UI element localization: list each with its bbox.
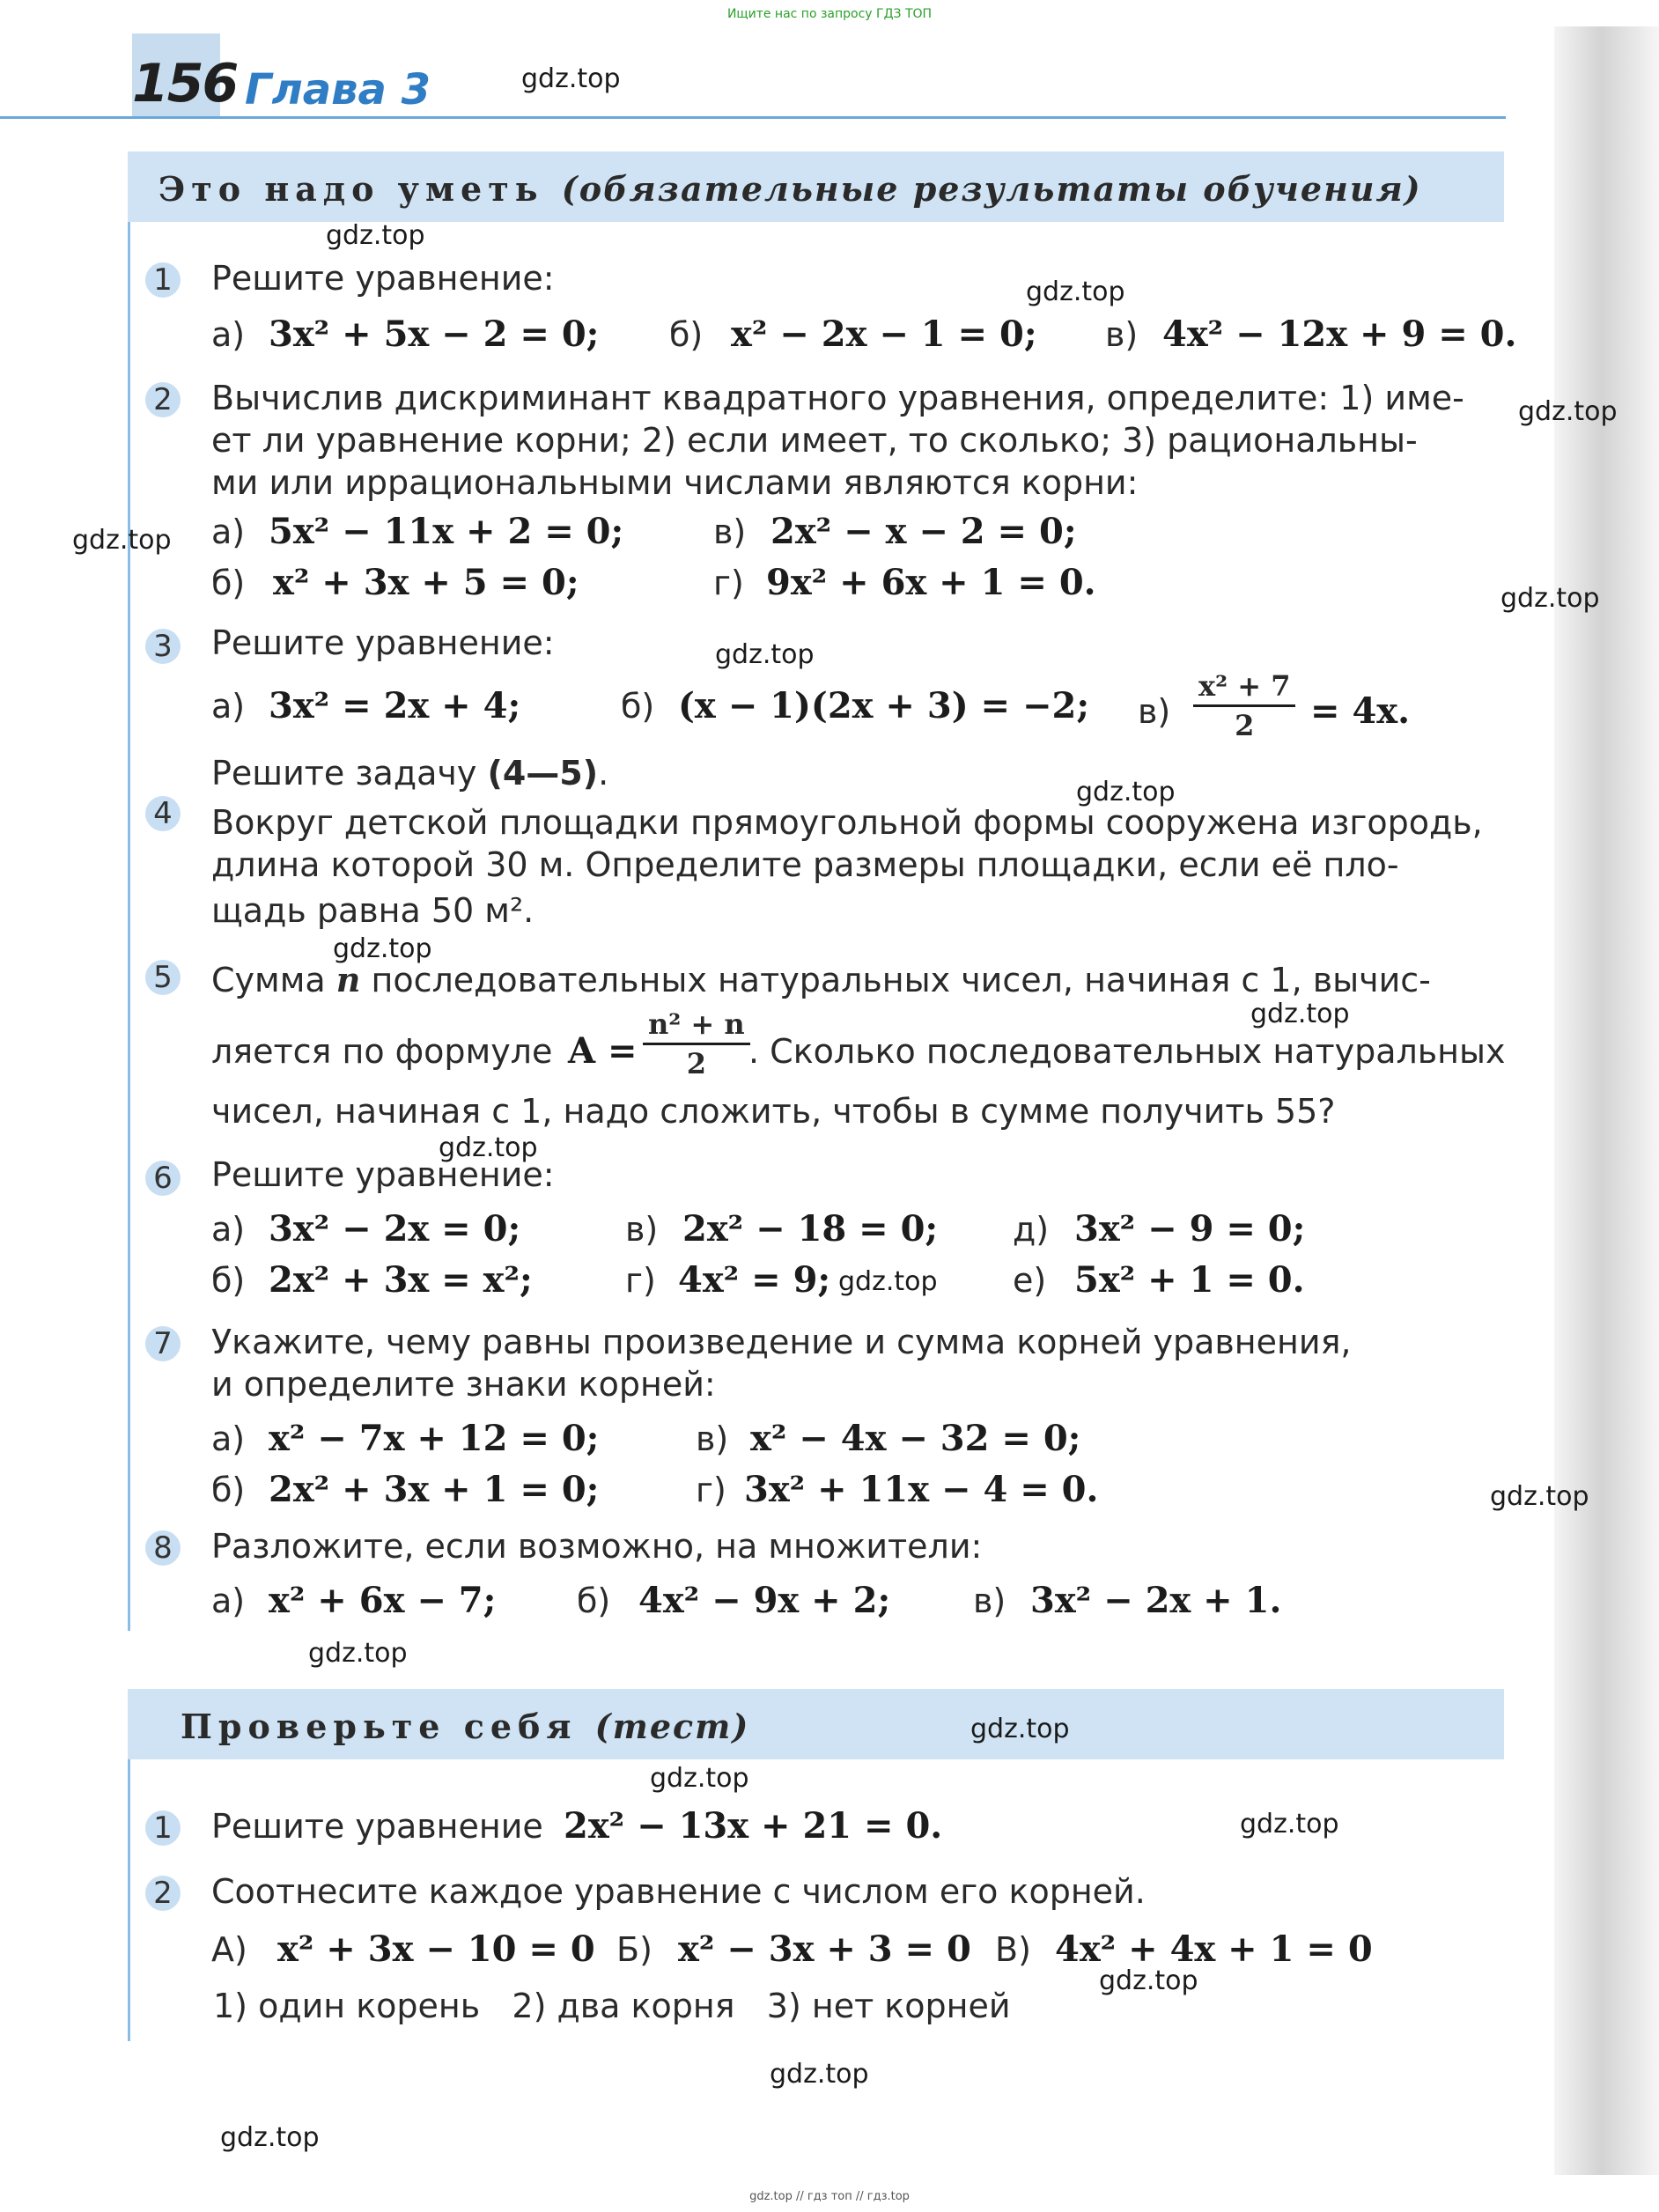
watermark: gdz.top	[1250, 999, 1350, 1029]
watermark: gdz.top	[308, 1638, 408, 1669]
item-label: г)	[713, 564, 744, 602]
item-label: А)	[211, 1930, 247, 1969]
watermark: gdz.top	[970, 1714, 1070, 1744]
exercise-text: Решите уравнение:	[211, 623, 555, 662]
exercise-line: и определите знаки корней:	[211, 1365, 716, 1404]
equation: 2x² − 18 = 0;	[682, 1208, 939, 1250]
equation: 4x² − 12x + 9 = 0.	[1162, 313, 1517, 355]
page-number: 156	[132, 53, 238, 114]
watermark: gdz.top	[838, 1266, 938, 1297]
item-label: В)	[995, 1930, 1031, 1969]
equation: 3x² − 2x = 0;	[269, 1208, 521, 1250]
equation: 5x² − 11x + 2 = 0;	[269, 511, 624, 552]
watermark: gdz.top	[220, 2122, 320, 2153]
item-label: а)	[211, 1210, 246, 1249]
header-rule	[0, 116, 1506, 119]
item-label: б)	[669, 315, 704, 354]
equation: x² − 3x + 3 = 0	[678, 1928, 971, 1970]
exercise-number: 6	[145, 1161, 181, 1196]
item-label: б)	[621, 687, 655, 726]
equation: 5x² + 1 = 0.	[1074, 1259, 1305, 1301]
equation: 3x² = 2x + 4;	[269, 685, 521, 726]
item-label: а)	[211, 1582, 246, 1620]
equation: 3x² − 9 = 0;	[1074, 1208, 1306, 1250]
text-span: последовательных натуральных чисел, начиная с 1, вычис-	[371, 961, 1431, 999]
watermark: gdz.top	[1099, 1965, 1198, 1996]
item-label: е)	[1013, 1261, 1047, 1300]
item-label: в)	[713, 512, 747, 551]
item-label: в)	[696, 1419, 729, 1458]
equation: x² − 2x − 1 = 0;	[731, 313, 1037, 355]
exercise-text: Решите уравнение	[211, 1807, 543, 1846]
item-label: б)	[211, 564, 246, 602]
exercise-number: 2	[145, 382, 181, 417]
watermark: gdz.top	[1026, 276, 1125, 307]
equation: 2x² + 3x = x²;	[269, 1259, 533, 1301]
equation: x² + 3x + 5 = 0;	[273, 562, 579, 603]
exercise-line: ет ли уравнение корни; 2) если имеет, то сколько; 3) рациональны-	[211, 421, 1418, 460]
item-label: в)	[625, 1210, 659, 1249]
equation: 3x² + 5x − 2 = 0;	[269, 313, 600, 355]
fraction	[1193, 667, 1295, 744]
page-edge-shadow	[1554, 26, 1659, 2175]
exercise-text: Разложите, если возможно, на множители:	[211, 1527, 983, 1566]
exercise-text: Решите уравнение:	[211, 259, 555, 298]
formula-lhs: A =	[568, 1030, 638, 1072]
top-note: Ищите нас по запросу ГДЗ ТОП	[726, 7, 933, 21]
item-label: Б)	[616, 1930, 653, 1969]
equation: 2x² − 13x + 21 = 0.	[564, 1805, 943, 1847]
exercise-line: чисел, начиная с 1, надо сложить, чтобы в сумме получить 55?	[211, 1092, 1336, 1131]
math-variable: n	[335, 960, 361, 999]
equation: = 4x.	[1310, 690, 1411, 732]
fraction-numerator: x² + 7	[1193, 667, 1295, 707]
exercise-line: Вычислив дискриминант квадратного уравнения, определите: 1) име-	[211, 379, 1464, 417]
exercise-line: Вокруг детской площадки прямоугольной формы сооружена изгородь,	[211, 803, 1483, 842]
chapter-title: Глава 3	[245, 65, 431, 114]
exercise-line: щадь равна 50 м².	[211, 891, 535, 930]
watermark: gdz.top	[521, 63, 621, 94]
exercise-line: . Сколько последовательных натуральных	[748, 1032, 1506, 1071]
fraction-denominator: 2	[1235, 709, 1255, 742]
section-title	[159, 169, 1422, 209]
bottom-note: gdz.top // гдз топ // гдз.top	[749, 2190, 910, 2203]
watermark: gdz.top	[333, 933, 432, 964]
exercise-line	[211, 960, 1431, 999]
item-label: а)	[211, 512, 246, 551]
fraction	[643, 1006, 750, 1082]
exercise-line: ляется по формуле	[211, 1032, 553, 1071]
exercise-number: 7	[145, 1326, 181, 1361]
fraction-numerator: n² + n	[643, 1006, 750, 1045]
equation: 3x² − 2x + 1.	[1030, 1580, 1282, 1621]
watermark: gdz.top	[650, 1763, 749, 1794]
watermark: gdz.top	[1240, 1809, 1339, 1840]
watermark: gdz.top	[1518, 396, 1618, 427]
exercise-text: Соотнесите каждое уравнение с числом его корней.	[211, 1872, 1146, 1911]
task-intro-text: Решите задачу	[211, 754, 477, 793]
item-label: в)	[973, 1582, 1006, 1620]
item-label: в)	[1138, 692, 1171, 731]
watermark: gdz.top	[1490, 1481, 1589, 1512]
item-label: б)	[577, 1582, 611, 1620]
section-title-main: Это надо уметь	[159, 169, 544, 209]
exercise-text: Решите уравнение:	[211, 1155, 555, 1194]
item-label: д)	[1013, 1210, 1050, 1249]
section-title-sub: (тест)	[594, 1707, 750, 1746]
item-label: а)	[211, 315, 246, 354]
section-left-rule	[128, 151, 130, 1631]
section-title	[181, 1707, 749, 1746]
watermark: gdz.top	[1500, 583, 1600, 614]
equation: x² + 3x − 10 = 0	[277, 1928, 595, 1970]
fraction-denominator: 2	[686, 1047, 706, 1080]
section-title-sub: (обязательные результаты обучения)	[561, 169, 1422, 209]
exercise-line: ми или иррациональными числами являются корни:	[211, 463, 1139, 502]
watermark: gdz.top	[72, 525, 172, 556]
exercise-number: 4	[145, 796, 181, 831]
item-label: а)	[211, 1419, 246, 1458]
item-label: а)	[211, 687, 246, 726]
item-label: г)	[625, 1261, 656, 1300]
exercise-number: 2	[145, 1876, 181, 1911]
task-intro-range: (4—5)	[487, 754, 599, 793]
exercise-number: 1	[145, 262, 181, 298]
item-label: в)	[1105, 315, 1139, 354]
watermark: gdz.top	[770, 2059, 869, 2090]
equation: 9x² + 6x + 1 = 0.	[766, 562, 1096, 603]
task-intro	[211, 754, 608, 793]
task-intro-end: .	[598, 754, 609, 793]
equation: x² − 7x + 12 = 0;	[269, 1418, 600, 1459]
section-title-main: Проверьте себя	[181, 1707, 578, 1746]
exercise-number: 3	[145, 629, 181, 664]
equation: (x − 1)(2x + 3) = −2;	[678, 685, 1090, 726]
equation: x² + 6x − 7;	[269, 1580, 497, 1621]
watermark: gdz.top	[715, 639, 815, 670]
equation: 3x² + 11x − 4 = 0.	[744, 1469, 1099, 1510]
answer-options: 1) один корень 2) два корня 3) нет корней	[213, 1987, 1011, 2025]
watermark: gdz.top	[1076, 777, 1176, 807]
item-label: б)	[211, 1261, 246, 1300]
equation: x² − 4x − 32 = 0;	[750, 1418, 1081, 1459]
item-label: г)	[696, 1471, 726, 1509]
exercise-line: длина которой 30 м. Определите размеры площадки, если её пло-	[211, 845, 1399, 884]
equation: 4x² = 9;	[678, 1259, 831, 1301]
watermark: gdz.top	[439, 1132, 538, 1163]
item-label: б)	[211, 1471, 246, 1509]
equation: 4x² − 9x + 2;	[638, 1580, 891, 1621]
exercise-number: 8	[145, 1530, 181, 1566]
watermark: gdz.top	[326, 220, 425, 251]
exercise-number: 1	[145, 1810, 181, 1846]
equation: 2x² + 3x + 1 = 0;	[269, 1469, 600, 1510]
exercise-line: Укажите, чему равны произведение и сумма корней уравнения,	[211, 1323, 1352, 1361]
exercise-number: 5	[145, 960, 181, 995]
equation: 4x² + 4x + 1 = 0	[1055, 1928, 1373, 1970]
equation: 2x² − x − 2 = 0;	[771, 511, 1077, 552]
text-span: Сумма	[211, 961, 326, 999]
